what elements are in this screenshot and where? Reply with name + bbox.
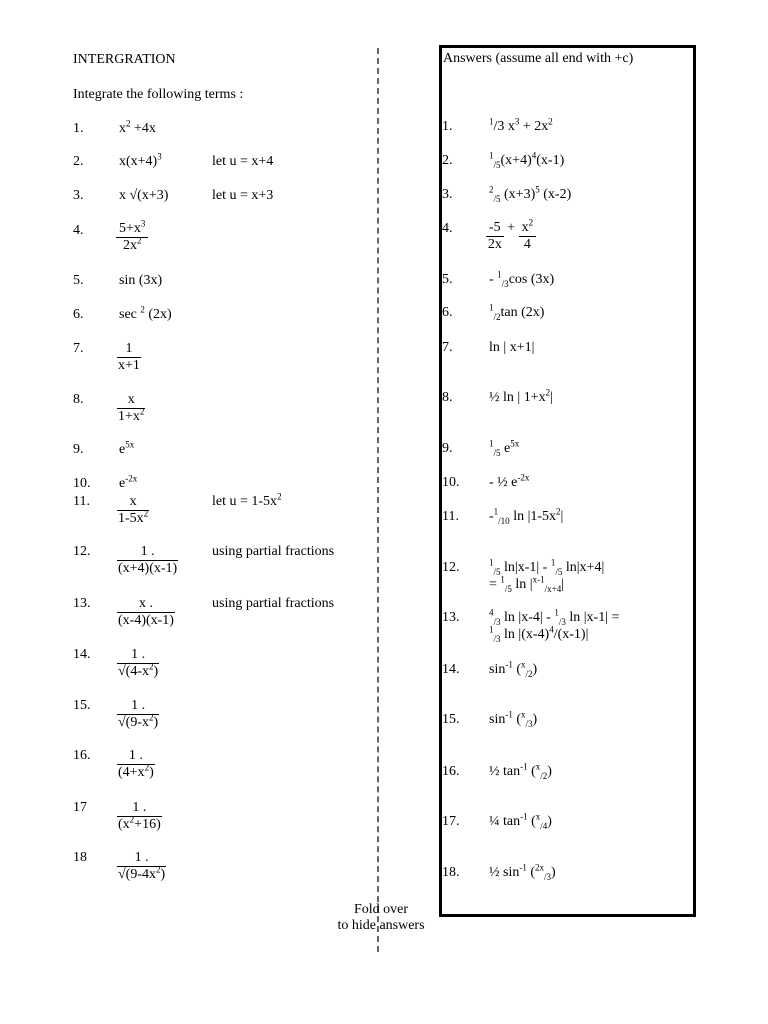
question-12: $\frac{1 .}{(x+4)(x-1)}$ <box>118 544 178 576</box>
answer-number: 6. <box>442 305 453 320</box>
fold-note-line-1: Fold over <box>353 902 409 917</box>
question-number: 9. <box>73 442 84 457</box>
answer-17: ¼ $\tan^{-1} (^x_{/4})$ <box>489 811 552 831</box>
question-3: x √(x+3) <box>119 188 169 203</box>
answer-number: 14. <box>442 662 460 677</box>
answer-8: ½ ln | $1+x^2|$ <box>489 387 553 405</box>
answer-number: 2. <box>442 153 453 168</box>
answer-6: $^1_{/2}$tan (2x) <box>489 302 545 322</box>
question-17: $\frac{1 .}{(x^2+16)}$ <box>118 800 161 832</box>
question-number: 10. <box>73 476 91 491</box>
question-number: 14. <box>73 647 91 662</box>
answer-number: 4. <box>442 221 453 236</box>
answer-number: 12. <box>442 560 460 575</box>
question-number: 11. <box>73 494 90 509</box>
question-1: $x^2 +4x$ <box>119 118 156 136</box>
question-8: $\frac{x}{1+x^2}$ <box>118 392 145 424</box>
question-5: sin (3x) <box>119 273 163 288</box>
question-6: sec $^2$ (2x) <box>119 304 172 322</box>
answer-12-line-1: $^1_{/5}$ ln|x-1| - $^1_{/5}$ ln|x+4| <box>489 557 605 577</box>
question-number: 16. <box>73 748 91 763</box>
answer-number: 5. <box>442 272 453 287</box>
instruction: Integrate the following terms : <box>73 87 244 102</box>
hint-12: using partial fractions <box>212 544 335 559</box>
answer-13-line-1: $^4_{/3}$ ln |x-4| - $^1_{/3}$ ln |x-1| = <box>489 607 620 627</box>
answer-12-line-2: = $^1_{/5}$ $\ln |^{x-1}_{/x+4}|$ <box>489 574 565 594</box>
question-10: $e^{-2x}$ <box>119 473 138 491</box>
answer-14: $\sin^{-1} (^x_{/2})$ <box>489 659 538 679</box>
question-7: $\frac{1}{x+1}$ <box>118 341 140 373</box>
answer-number: 15. <box>442 712 460 727</box>
question-number: 8. <box>73 392 84 407</box>
answer-2: $^1_{/5}(x+4)^4(x-1)$ <box>489 150 565 170</box>
answer-4: $\frac{-5}{2x}$ + $\frac{x^2}{4}$ <box>486 220 536 253</box>
answer-number: 3. <box>442 187 453 202</box>
answer-15: $\sin^{-1} (^x_{/3})$ <box>489 709 538 729</box>
answer-number: 8. <box>442 390 453 405</box>
question-11: $\frac{x}{1-5x^2}$ <box>118 494 149 526</box>
answer-number: 18. <box>442 865 460 880</box>
question-number: 5. <box>73 273 84 288</box>
question-number: 3. <box>73 188 84 203</box>
answer-number: 17. <box>442 814 460 829</box>
answer-number: 9. <box>442 441 453 456</box>
answer-11: -$^1_{/10}$ $\ln |1-5x^2|$ <box>489 506 564 526</box>
question-number: 17 <box>73 800 87 815</box>
answer-number: 11. <box>442 509 459 524</box>
question-18: $\frac{1 .}{√(9-4x^2)}$ <box>118 850 166 882</box>
question-16: $\frac{1 .}{(4+x^2)}$ <box>118 748 154 780</box>
page-title: INTERGRATION <box>73 52 176 67</box>
answer-10: - ½ $e^{-2x}$ <box>489 472 530 490</box>
answer-number: 16. <box>442 764 460 779</box>
answer-9: $^1_{/5}$ $e^{5x}$ <box>489 438 520 458</box>
question-number: 2. <box>73 154 84 169</box>
question-number: 15. <box>73 698 91 713</box>
answer-number: 1. <box>442 119 453 134</box>
answer-5: - $^1_{/3}$cos (3x) <box>489 269 555 289</box>
question-14: $\frac{1 .}{√(4-x^2)}$ <box>118 647 159 679</box>
hint-2: let u = x+4 <box>212 154 274 169</box>
hint-11: let $u = 1-5x^2$ <box>212 491 282 509</box>
answer-number: 7. <box>442 340 453 355</box>
answer-3: $^2_{/5}$ $(x+3)^5$ (x-2) <box>489 184 572 204</box>
answer-number: 13. <box>442 610 460 625</box>
hint-13: using partial fractions <box>212 596 335 611</box>
question-2: $x(x+4)^3$ <box>119 151 162 169</box>
question-number: 4. <box>73 223 84 238</box>
answer-13-line-2: $^1_{/3}$ $\ln |(x-4)^4/(x-1)|$ <box>489 624 589 644</box>
answer-16: ½ $\tan^{-1} (^x_{/2})$ <box>489 761 552 781</box>
answer-1: $^1$/3 $x^3 + 2x^2$ <box>489 116 553 134</box>
question-15: $\frac{1 .}{√(9-x^2)}$ <box>118 698 159 730</box>
question-9: $e^{5x}$ <box>119 439 135 457</box>
hint-3: let u = x+3 <box>212 188 274 203</box>
question-number: 18 <box>73 850 87 865</box>
answer-7: ln | x+1| <box>489 340 535 355</box>
question-13: $\frac{x .}{(x-4)(x-1)}$ <box>118 596 174 628</box>
question-number: 12. <box>73 544 91 559</box>
question-number: 7. <box>73 341 84 356</box>
answer-number: 10. <box>442 475 460 490</box>
question-number: 1. <box>73 121 84 136</box>
fold-note-line-2: to hide answers <box>337 918 425 933</box>
fold-line <box>377 48 379 952</box>
question-number: 13. <box>73 596 91 611</box>
answers-header: Answers (assume all end with +c) <box>443 51 634 66</box>
answer-18: ½ $\sin^{-1} (^{2x}_{/3})$ <box>489 862 556 882</box>
question-number: 6. <box>73 307 84 322</box>
question-4: $\frac{5+x^3}{2x^2}$ <box>116 221 148 254</box>
